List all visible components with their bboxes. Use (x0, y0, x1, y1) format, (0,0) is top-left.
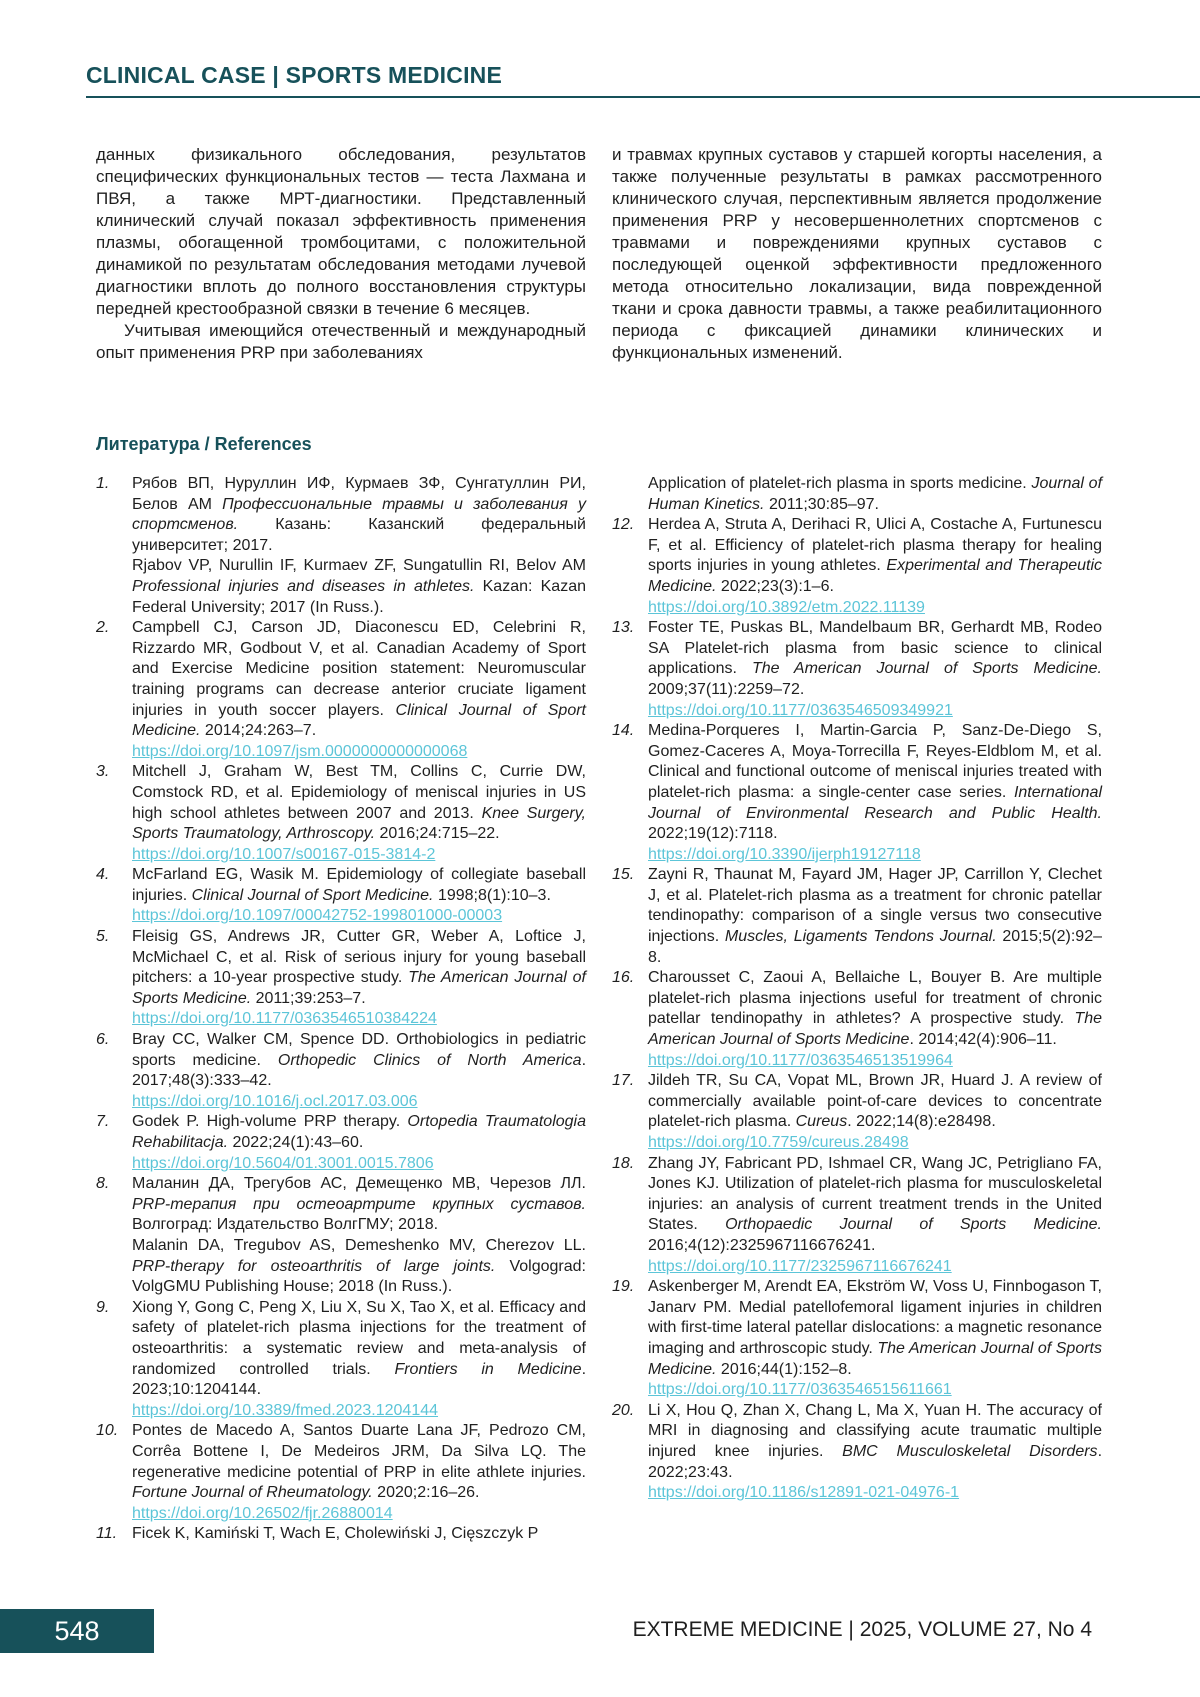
reference-number: 18. (612, 1154, 635, 1172)
reference-number: 12. (612, 516, 635, 534)
reference-citation (132, 1524, 586, 1545)
ref-text: Askenberger M, Arendt EA, Ekström W, Voss U, Finnbogason T, Janarv PM. Medial patellofemoral ligament injuries in children with first-time lateral patellar dislocations: a magnetic resonance imaging and arthroscopic study. (648, 1278, 1102, 1357)
body-paragraph: и травмах крупных суставов у старшей когорты населения, а также полученные результаты в рамках рассмотренного клинического случая, перспективным является продолжение применения PRP у несовершеннолетних спортсменов с травмами и повреждениями крупных суставов с последующей оценкой эффективности предложенного метода относительно локализации, вида поврежденной ткани и срока давности травмы, а также реабилитационного периода с фиксацией динамики клинических и функциональных изменений. (612, 145, 1102, 362)
ref-text: Zayni R, Thaunat M, Fayard JM, Hager JP, Carrillon Y, Clechet J, et al. Platelet-rich plasma as a treatment for chronic patellar tendinopathy: comparison of a single versus two consecutive injections. (648, 866, 1102, 946)
reference-citation (132, 474, 586, 556)
reference-number: 19. (612, 1278, 635, 1296)
ref-text: Application of platelet-rich plasma in sports medicine. (648, 475, 1032, 492)
reference-number: 3. (96, 763, 110, 781)
doi-link[interactable]: https://doi.org/10.1177/2325967116676241 (648, 1257, 952, 1275)
doi-link[interactable]: https://doi.org/10.1186/s12891-021-04976-1 (648, 1484, 960, 1502)
body-text-right-column (612, 144, 1102, 364)
reference-citation (648, 1401, 1102, 1483)
reference-number: 9. (96, 1298, 110, 1316)
reference-item (612, 721, 1102, 865)
ref-journal-title: Frontiers in Medicine (394, 1360, 582, 1378)
reference-citation (132, 1298, 586, 1401)
ref-journal-title: PRP-therapy for osteoarthritis of large joints. (132, 1257, 496, 1275)
reference-citation (132, 618, 586, 742)
journal-footer: EXTREME MEDICINE | 2025, VOLUME 27, No 4 (632, 1618, 1092, 1641)
doi-link[interactable]: https://doi.org/10.1177/0363546515611661 (648, 1381, 952, 1399)
reference-item (96, 1298, 586, 1422)
reference-number: 13. (612, 619, 635, 637)
ref-text: Godek P. High-volume PRP therapy. (132, 1113, 408, 1131)
reference-translation (132, 556, 586, 618)
doi-link[interactable]: https://doi.org/10.3892/etm.2022.11139 (648, 598, 925, 616)
ref-text: . 2022;14(8):e28498. (847, 1113, 996, 1131)
ref-text: Li X, Hou Q, Zhan X, Chang L, Ma X, Yuan H. The accuracy of MRI in diagnosing and classifying acute traumatic multiple injured knee injuries. (648, 1401, 1102, 1460)
reference-citation (648, 1277, 1102, 1380)
reference-number: 6. (96, 1031, 110, 1049)
reference-item (96, 865, 586, 927)
references-left-column (96, 474, 586, 1545)
reference-citation (648, 968, 1102, 1050)
ref-journal-title: Experimental and Therapeutic Medicine. (648, 557, 1103, 595)
ref-text: 2020;2:16–26. (372, 1484, 480, 1502)
ref-journal-title: Fortune Journal of Rheumatology. (132, 1484, 373, 1502)
ref-text: 2022;19(12):7118. (648, 825, 778, 843)
ref-text: Foster TE, Puskas BL, Mandelbaum BR, Gerhardt MB, Rodeo SA Platelet-rich plasma from basic science to clinical applications. (648, 619, 1102, 678)
reference-item (96, 762, 586, 865)
reference-citation (648, 1071, 1102, 1133)
ref-journal-title: Orthopaedic Journal of Sports Medicine. (725, 1216, 1103, 1234)
ref-text: Rjabov VP, Nurullin IF, Kurmaev ZF, Sungatullin RI, Belov AM (132, 557, 586, 575)
ref-text: Рябов ВП, Нуруллин ИФ, Курмаев ЗФ, Сунгатуллин РИ, Белов АМ (132, 475, 586, 513)
ref-journal-title: Journal of Human Kinetics. (648, 475, 1103, 513)
ref-text: 1998;8(1):10–3. (433, 886, 551, 904)
reference-item (96, 474, 586, 618)
ref-text: Zhang JY, Fabricant PD, Ishmael CR, Wang JC, Petrigliano FA, Jones KJ. Utilization of platelet-rich plasma for musculoskeletal injuries: an analysis of current treatment trends in the United States. (648, 1154, 1102, 1234)
doi-link[interactable]: https://doi.org/10.3389/fmed.2023.1204144 (132, 1401, 439, 1419)
ref-text: 2009;37(11):2259–72. (648, 680, 805, 698)
reference-number: 4. (96, 866, 110, 884)
ref-journal-title: Muscles, Ligaments Tendons Journal. (724, 928, 997, 946)
ref-text: . 2014;42(4):906–11. (909, 1031, 1057, 1049)
ref-text: 2011;30:85–97. (764, 495, 879, 513)
reference-citation (132, 1421, 586, 1503)
ref-journal-title: Professional injuries and diseases in athletes. (132, 577, 475, 595)
reference-item (96, 1112, 586, 1174)
ref-text: McFarland EG, Wasik M. Epidemiology of collegiate baseball injuries. (132, 866, 586, 904)
references-heading: Литература / References (96, 434, 312, 454)
reference-citation (132, 927, 586, 1009)
ref-text: Волгоград: Издательство ВолгГМУ; 2018. (132, 1216, 439, 1234)
reference-item (96, 927, 586, 1030)
ref-text: Казань: Казанский федеральный университет; 2017. (132, 516, 586, 554)
reference-citation (648, 474, 1102, 515)
reference-citation (648, 865, 1102, 968)
doi-link[interactable]: https://doi.org/10.1177/0363546509349921 (648, 701, 953, 719)
reference-item (612, 1071, 1102, 1153)
reference-item (96, 1174, 586, 1298)
ref-text: Mitchell J, Graham W, Best TM, Collins C, Currie DW, Comstock RD, et al. Epidemiology of meniscal injuries in US high school athletes between 2007 and 2013. (132, 763, 586, 822)
ref-text: Xiong Y, Gong C, Peng X, Liu X, Su X, Tao X, et al. Efficacy and safety of platelet-rich plasma injections for the treatment of osteoarthritis: a systematic review and meta-analysis of randomized controlled trials. (132, 1298, 586, 1378)
page-header (86, 62, 1200, 89)
reference-item (612, 865, 1102, 968)
ref-text: 2016;24:715–22. (375, 825, 500, 843)
reference-number: 7. (96, 1113, 110, 1131)
ref-text: Campbell CJ, Carson JD, Diaconescu ED, Celebrini R, Rizzardo MR, Godbout V, et al. Canadian Academy of Sport and Exercise Medicine position statement: Neuromuscular training programs can decrease anterior cruciate ligament injuries in youth soccer players. (132, 619, 586, 719)
reference-item (96, 1030, 586, 1112)
ref-journal-title: The American Journal of Sports Medicine. (648, 1339, 1102, 1378)
reference-citation (132, 1030, 586, 1092)
reference-item (612, 1401, 1102, 1504)
ref-text: Fleisig GS, Andrews JR, Cutter GR, Weber A, Loftice J, McMichael C, et al. Risk of serious injury for young baseball pitchers: a 10-year prospective study. (132, 928, 586, 987)
reference-citation (648, 618, 1102, 700)
header-divider (86, 96, 1200, 98)
reference-item (612, 515, 1102, 618)
ref-text: Bray CC, Walker CM, Spence DD. Orthobiologics in pediatric sports medicine. (132, 1031, 586, 1069)
reference-item (612, 618, 1102, 721)
reference-item (96, 1421, 586, 1524)
ref-journal-title: The American Journal of Sports Medicine. (751, 660, 1102, 678)
ref-text: 2022;24(1):43–60. (228, 1134, 364, 1151)
ref-journal-title: Профессиональные травмы и заболевания у спортсменов. (132, 495, 587, 534)
ref-journal-title: Orthopedic Clinics of North America (277, 1051, 582, 1069)
ref-text: Volgograd: VolgGMU Publishing House; 2018 (In Russ.). (132, 1257, 587, 1296)
ref-journal-title: Knee Surgery, Sports Traumatology, Arthroscopy. (132, 804, 587, 843)
doi-link[interactable]: https://doi.org/10.1007/s00167-015-3814-2 (132, 845, 436, 863)
doi-link[interactable]: https://doi.org/10.3390/ijerph19127118 (648, 845, 921, 863)
reference-citation (132, 865, 586, 906)
ref-text: 2016;4(12):2325967116676241. (648, 1236, 876, 1254)
ref-journal-title: Clinical Journal of Sport Medicine. (191, 886, 434, 904)
ref-text: Маланин ДА, Трегубов АС, Демещенко МВ, Черезов ЛЛ. (132, 1175, 586, 1193)
reference-number: 5. (96, 928, 110, 946)
reference-citation (648, 1154, 1102, 1257)
reference-translation (132, 1236, 586, 1298)
reference-number: 16. (612, 969, 635, 987)
doi-link[interactable]: https://doi.org/10.1097/jsm.0000000000000068 (132, 742, 468, 760)
reference-number: 1. (96, 475, 110, 492)
body-paragraph: данных физикального обследования, результатов специфических функциональных тестов — теста Лахмана и ПВЯ, а также МРТ-диагностики. Представленный клинический случай показал эффективность применения плазмы, обогащенной тромбоцитами, с положительной динамикой по результатам обследования методами лучевой диагностики вплоть до полного восстановления структуры передней крестообразной связки в течение 6 месяцев. (96, 145, 586, 318)
ref-text: 2022;23(3):1–6. (716, 577, 834, 595)
ref-text: 2014;24:263–7. (200, 722, 317, 740)
doi-link[interactable]: https://doi.org/10.26502/fjr.26880014 (132, 1504, 393, 1522)
reference-number: 17. (612, 1072, 635, 1090)
doi-link[interactable]: https://doi.org/10.1016/j.ocl.2017.03.006 (132, 1092, 418, 1110)
ref-text: 2011;39:253–7. (251, 989, 366, 1007)
page-number: 548 (54, 1616, 100, 1646)
ref-journal-title: International Journal of Environmental Research and Public Health. (648, 783, 1102, 822)
ref-journal-title: The American Journal of Sports Medicine (648, 1010, 1102, 1049)
ref-journal-title: BMC Musculoskeletal Disorders (842, 1442, 1098, 1460)
ref-journal-title: PRP-терапия при остеоартрите крупных суставов. (132, 1195, 586, 1213)
ref-journal-title: The American Journal of Sports Medicine. (132, 969, 586, 1007)
reference-citation (132, 1174, 586, 1236)
ref-text: Jildeh TR, Su CA, Vopat ML, Brown JR, Huard J. A review of commercially available point-of-care devices to concentrate platelet-rich plasma. (648, 1072, 1102, 1131)
body-text-left-column (96, 144, 586, 364)
ref-journal-title: Clinical Journal of Sport Medicine. (132, 701, 586, 740)
reference-item (96, 618, 586, 762)
ref-text: 2015;5(2):92–8. (648, 928, 1102, 966)
ref-text: Malanin DA, Tregubov AS, Demeshenko MV, Cherezov LL. (132, 1236, 586, 1254)
ref-text: Medina-Porqueres I, Martin-Garcia P, Sanz-De-Diego S, Gomez-Caceres A, Moya-Torrecilla F, Reyes-Eldblom M, et al. Clinical and functional outcome of meniscal injuries treated with platelet-rich plasma: a single-center case series. (648, 722, 1102, 801)
reference-number: 15. (612, 866, 635, 884)
doi-link[interactable]: https://doi.org/10.1097/00042752-199801000-00003 (132, 907, 503, 925)
ref-text: Ficek K, Kamiński T, Wach E, Cholewiński J, Cięszczyk P (132, 1525, 539, 1543)
reference-citation (132, 1112, 586, 1153)
ref-text: Charousset C, Zaoui A, Bellaiche L, Bouyer B. Are multiple platelet-rich plasma injections useful for treatment of chronic patellar tendinopathy in athletes? A prospective study. (648, 969, 1102, 1028)
reference-citation (132, 762, 586, 844)
reference-citation (648, 721, 1102, 845)
body-paragraph: Учитывая имеющийся отечественный и международный опыт применения PRP при заболеваниях (96, 321, 586, 362)
ref-text: . 2017;48(3):333–42. (132, 1051, 587, 1090)
reference-number: 10. (96, 1422, 119, 1440)
ref-text: . 2023;10:1204144. (132, 1360, 587, 1399)
ref-text: 2016;44(1):152–8. (716, 1360, 852, 1378)
doi-link[interactable]: https://doi.org/10.1177/0363546510384224 (132, 1010, 437, 1028)
doi-link[interactable]: https://doi.org/10.7759/cureus.28498 (648, 1134, 909, 1151)
reference-item (612, 474, 1102, 515)
ref-text: . 2022;23:43. (648, 1442, 1103, 1481)
ref-journal-title: Cureus (795, 1113, 848, 1131)
reference-number: 14. (612, 722, 635, 740)
ref-text: Herdea A, Struta A, Derihaci R, Ulici A, Costache A, Furtunescu F, et al. Efficiency of platelet-rich plasma therapy for healing sports injuries in young athletes. (648, 516, 1102, 575)
reference-number: 8. (96, 1175, 110, 1193)
doi-link[interactable]: https://doi.org/10.1177/0363546513519964 (648, 1051, 953, 1069)
reference-number: 11. (96, 1525, 118, 1543)
ref-text: Pontes de Macedo A, Santos Duarte Lana JF, Pedrozo CM, Corrêa Bottene I, De Medeiros JRM, Da Silva LQ. The regenerative medicine potential of PRP in elite athlete injuries. (132, 1422, 586, 1481)
reference-item (612, 968, 1102, 1071)
reference-citation (648, 515, 1102, 597)
reference-item (96, 1524, 586, 1545)
reference-item (612, 1154, 1102, 1278)
ref-journal-title: Ortopedia Traumatologia Rehabilitacja. (132, 1113, 587, 1151)
reference-number: 20. (612, 1401, 635, 1419)
doi-link[interactable]: https://doi.org/10.5604/01.3001.0015.7806 (132, 1154, 434, 1172)
reference-item (612, 1277, 1102, 1401)
references-right-column (612, 474, 1102, 1504)
ref-text: Kazan: Kazan Federal University; 2017 (In Russ.). (132, 577, 586, 616)
section-title: CLINICAL CASE | SPORTS MEDICINE (86, 62, 503, 88)
reference-number: 2. (96, 619, 110, 637)
